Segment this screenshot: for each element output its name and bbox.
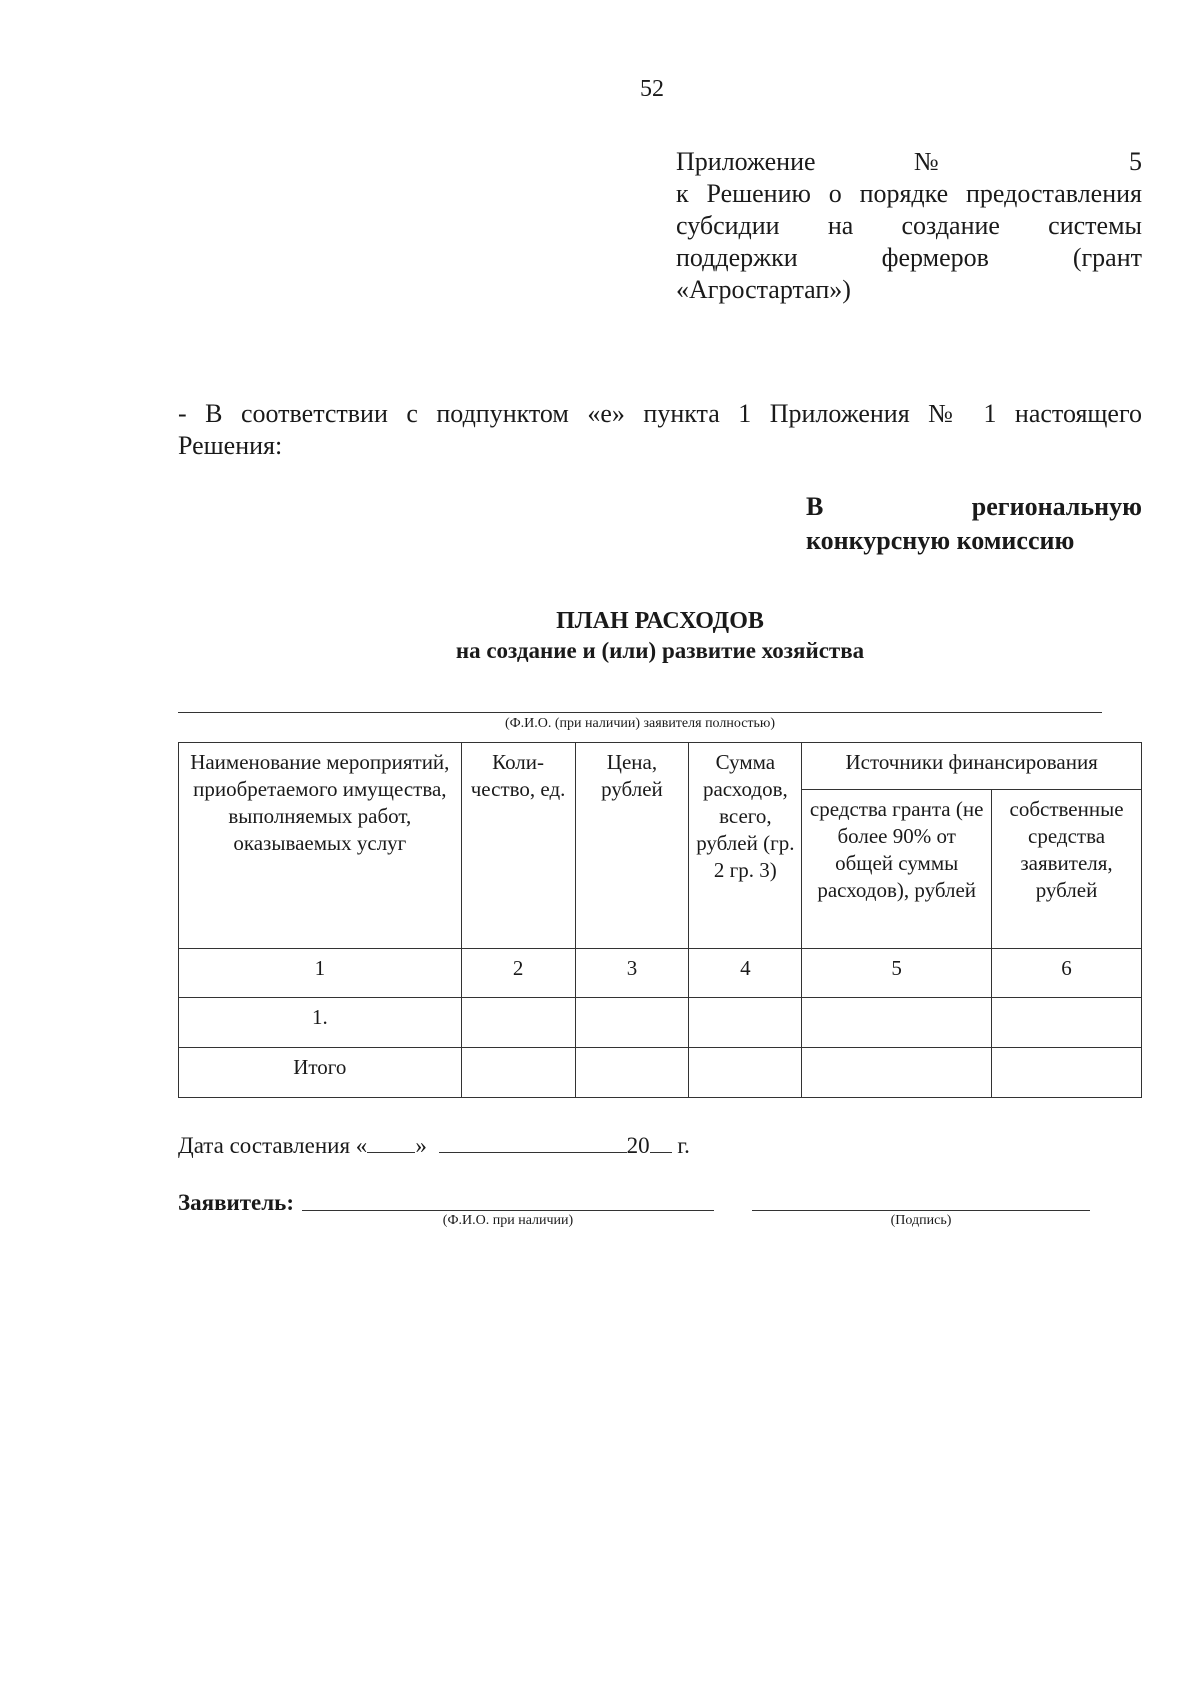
date-year-prefix: 20	[626, 1133, 650, 1158]
total-cell[interactable]	[689, 998, 802, 1048]
title-sub: на создание и (или) развитие хозяйства	[455, 638, 865, 663]
own-funds-cell[interactable]	[992, 1048, 1142, 1098]
date-label: Дата составления «	[178, 1133, 368, 1158]
appendix-line: к Решению о порядке предоставления	[676, 179, 1142, 208]
appendix-line: поддержки фермеров (грант	[676, 243, 1142, 272]
header-own: собственные средства заявителя, рублей	[992, 790, 1142, 949]
header-name: Наименование мероприятий, приобретаемого имущества, выполняемых работ, оказываемых услуг	[179, 743, 462, 949]
intro-line: Решения:	[178, 431, 283, 460]
header-sources: Источники финансирования	[802, 743, 1142, 790]
signature-sign-line[interactable]	[752, 1210, 1090, 1211]
grant-cell[interactable]	[802, 1048, 992, 1098]
signature-name-caption: (Ф.И.О. при наличии)	[442, 1213, 574, 1228]
header-grant: средства гранта (не более 90% от общей суммы расходов), рублей	[802, 790, 992, 949]
header-quantity: Коли-чество, ед.	[461, 743, 575, 949]
column-number: 1	[179, 949, 462, 998]
intro-line: - В соответствии с подпунктом «е» пункта 1 Приложения № 1 настоящего	[178, 399, 1142, 428]
page-number: 52	[640, 76, 664, 102]
addressee	[806, 490, 1142, 558]
appendix-line: субсидии на создание системы	[676, 211, 1142, 240]
applicant-label: Заявитель:	[178, 1190, 294, 1215]
column-number-row	[179, 949, 1142, 998]
header-price: Цена, рублей	[575, 743, 689, 949]
price-cell[interactable]	[575, 998, 689, 1048]
date-year-field[interactable]	[650, 1130, 672, 1153]
column-number: 3	[575, 949, 689, 998]
expense-plan-table	[178, 742, 1142, 1098]
title-main: ПЛАН РАСХОДОВ	[556, 608, 764, 634]
signature-sign-caption: (Подпись)	[890, 1213, 952, 1228]
date-month-field[interactable]	[439, 1130, 627, 1153]
header-row	[179, 743, 1142, 790]
column-number: 6	[992, 949, 1142, 998]
grant-cell[interactable]	[802, 998, 992, 1048]
date-year-suffix: г.	[677, 1133, 690, 1158]
appendix-line: «Агростартап»)	[676, 275, 851, 304]
date-close-quote: »	[415, 1133, 427, 1158]
applicant-name-caption: (Ф.И.О. (при наличии) заявителя полностью)	[504, 716, 776, 731]
own-funds-cell[interactable]	[992, 998, 1142, 1048]
date-day-field[interactable]	[367, 1130, 415, 1153]
quantity-cell[interactable]	[461, 998, 575, 1048]
table-row	[179, 998, 1142, 1048]
addressee-line: В региональную	[806, 492, 1142, 521]
column-number: 2	[461, 949, 575, 998]
quantity-cell[interactable]	[461, 1048, 575, 1098]
table-row	[179, 1048, 1142, 1098]
intro-paragraph	[178, 398, 1142, 462]
column-number: 5	[802, 949, 992, 998]
applicant-name-line[interactable]	[178, 712, 1102, 713]
appendix-line: Приложение № 5	[676, 147, 1142, 176]
document-title	[178, 606, 1142, 666]
row-name-cell: Итого	[179, 1048, 462, 1098]
signature-name-line[interactable]	[302, 1210, 714, 1211]
price-cell[interactable]	[575, 1048, 689, 1098]
addressee-line: конкурсную комиссию	[806, 526, 1075, 555]
column-number: 4	[689, 949, 802, 998]
appendix-reference	[676, 146, 1142, 306]
total-cell[interactable]	[689, 1048, 802, 1098]
header-total: Сумма расходов, всего, рублей (гр. 2 гр. 3)	[689, 743, 802, 949]
date-line	[178, 1130, 690, 1159]
row-name-cell: 1.	[179, 998, 462, 1048]
